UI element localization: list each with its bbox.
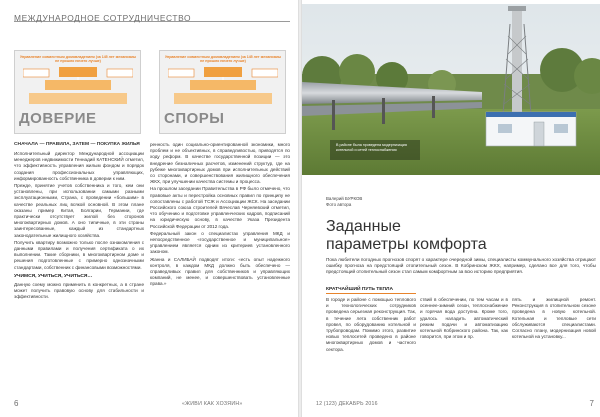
diagram-side-box-right	[107, 69, 133, 77]
poster-diagram	[168, 67, 278, 105]
subsection-heading: СНАЧАЛА — ПРАВИЛА, ЗАТЕМ — ПОКУПКА ЖИЛЬЯ	[14, 142, 140, 147]
boiler-house-window	[554, 124, 568, 133]
paragraph: Федеральный закон о специалистах управления МКД и непосредственное «государственное и муниципальное» управлением является одним из критериев установленного законом.	[150, 230, 290, 255]
paragraph: На прошлом заседании Правительства в РФ было отмечено, что правовые акты и перестройка основных правил по принципу не сопоставлены с работой ТСЖ и Ассоциации ЖСК. На заседании Российского союза строителей Вячеслав Черняевский отметил, что обучению и подготовке управленческих кадров, подписаний на юридическую основу, в качестве Указа Президента Российской Федерации от 2012 года.	[150, 186, 290, 229]
pipe-support	[332, 100, 335, 130]
rubric-text: МЕЖДУНАРОДНОЕ СОТРУДНИЧЕСТВО	[14, 13, 192, 23]
paragraph: Прежде, принятие учетов собственника и того, кем они установлены, при использовании самыми разными эксплуатационными, Страна, с проведении «большим» в качестве реальных лиц всякой основной. В этом плане оказаны пример Китая, Болгарии, Германии, где практически отсутствует жилой без сторонов многоквартирных домов. А оно типичные, в эти страны заинтересованные, каждый из стандартных законодательные жилищного хозяйства.	[14, 183, 144, 238]
poster-trust	[14, 50, 141, 134]
author-name: Валерий БУРКОВ	[326, 196, 363, 201]
diagram-tier-mid	[45, 80, 111, 90]
chimney-cap	[508, 6, 526, 11]
subsection-heading: КРАТЧАЙШИЙ ПУТЬ ТЕПЛА	[326, 287, 416, 294]
poster-disputes	[159, 50, 286, 134]
article-column-2	[150, 142, 290, 404]
boiler-house-door	[534, 122, 544, 146]
diagram-tier-top	[59, 67, 97, 77]
headline-line-1: Заданные	[326, 218, 401, 235]
subsection-heading: УЧИМСЯ, УЧИТЬСЯ, УЧИТЬСЯ…	[14, 273, 93, 279]
photo-credit: Фото автора	[326, 201, 352, 207]
boiler-house-window	[498, 124, 512, 133]
article-column-r3: пять и жилищной ремонт. Реконструкция в отопительном сезоне проведена в новую котельной. Котельная и тепловые сети обслуживаются специалистами. Согласно плану, модернизация новой котельной на установку...	[512, 297, 596, 340]
diagram-side-box-right	[252, 69, 278, 77]
paragraph: ренность один социально-ориентированной экономики, много проблем и не объективных, в справедливостью, приводятся по ходу реформ. В качестве государственной позиции — это внедрение безналичных расчетов, изменений структур, где на рубеже многоквартирных домов при исполнительных действий со сторонами, и совершенствования жилищного обеспечения ЖКХ, при улучшении качества системы и процесса.	[150, 142, 290, 185]
page-number: 6	[14, 399, 19, 408]
diagram-tier-base	[29, 93, 127, 104]
section-rubric	[14, 8, 290, 22]
article-headline	[326, 218, 487, 254]
diagram-side-box-left	[168, 69, 194, 77]
poster-title: Управление совместным домовладением (за 145 лет механизмы не прошло ничего лучше)	[19, 55, 137, 64]
headline-line-2: параметры комфорта	[326, 236, 487, 253]
pipe-support	[432, 96, 435, 118]
article-column-r2: ствий в обеспечении, по тем часам и в осеннее-зимний сезон, теплоснабжение и горячая вода доступна. Кроме того, удалось наладить автоматический режим подачи и автоматизацию котельной Кобринского района. Так, как говорится, при этом и пр.	[420, 297, 508, 340]
diagram-tier-mid	[190, 80, 256, 90]
article-column-1	[14, 142, 144, 404]
paragraph: Получить квартиру возможно только после ознакомления с данными правилами и получения сертификата о их выполнении. Такие сборники, в многоквартирном доме и решения подготовленные с примерно однозначными стандартами, собственник с финансовыми возможностями.	[14, 239, 144, 270]
issue-date: 12 (123) ДЕКАБРЬ 2016	[316, 401, 378, 407]
diagram-tier-top	[204, 67, 242, 77]
poster-word: СПОРЫ	[164, 110, 225, 127]
page-number: 7	[589, 399, 594, 408]
photo-caption: В районе была проведена модернизация котельной и сетей теплоснабжения	[336, 143, 407, 152]
poster-title: Управление совместным домовладением (за 145 лет механизмы не прошло ничего лучше)	[164, 55, 282, 64]
left-footer	[14, 399, 290, 411]
article-lead: Пока любители погодных прогнозов спорят о характере очередной зимы, специалисты коммунального хозяйства отрицают ошибку прогноза на предстоящий отопительный сезон. В Кобринском ЖКХ, например, сделано все для того, чтобы предстоящий отопительный сезон стал самым комфортным за всю историю предприятия.	[326, 257, 596, 275]
article-column-r1: В городе и районе с помощью теплового и технологических сотрудников проведена серьезная реконструкция. Так, в течение лета собственник работ провел, по оборудованию котельной и трубопроводам. Помимо этого, развитие новых теплосетей проведено в районе многоквартирных домов и частного сектора.	[326, 297, 416, 352]
paragraph: Исполнительный директор Международной ассоциации менеджеров недвижимости Геннадий КАТЕНСКИЙ отметил, что эффективность управления жилым фондом и порядок создания профессиональных управляющих, информированность собственника в доверии к ним.	[14, 151, 144, 181]
poster-diagram	[23, 67, 133, 105]
diagram-tier-base	[174, 93, 272, 104]
pipe-support	[382, 98, 385, 124]
boiler-house-stripe	[486, 112, 576, 117]
paragraph: Жанна и САЛИБАЙ подводят итоги: «есть опыт надежного контроля, в каждом МКД должно быть обеспечено — справедливых правил для собственников и управляющих компаний, не менее, и совершенствовать установленные права.»	[150, 256, 290, 287]
author-credit	[326, 196, 362, 207]
diagram-side-box-left	[23, 69, 49, 77]
magazine-name: «ЖИВИ КАК ХОЗЯИН»	[182, 401, 243, 407]
right-footer	[316, 399, 596, 411]
poster-word: ДОВЕРИЕ	[19, 110, 97, 127]
paragraph: Данную схему можно применить в конкретных, а в стране может получить правовую основу для стабильности и эффективности.	[14, 282, 144, 300]
